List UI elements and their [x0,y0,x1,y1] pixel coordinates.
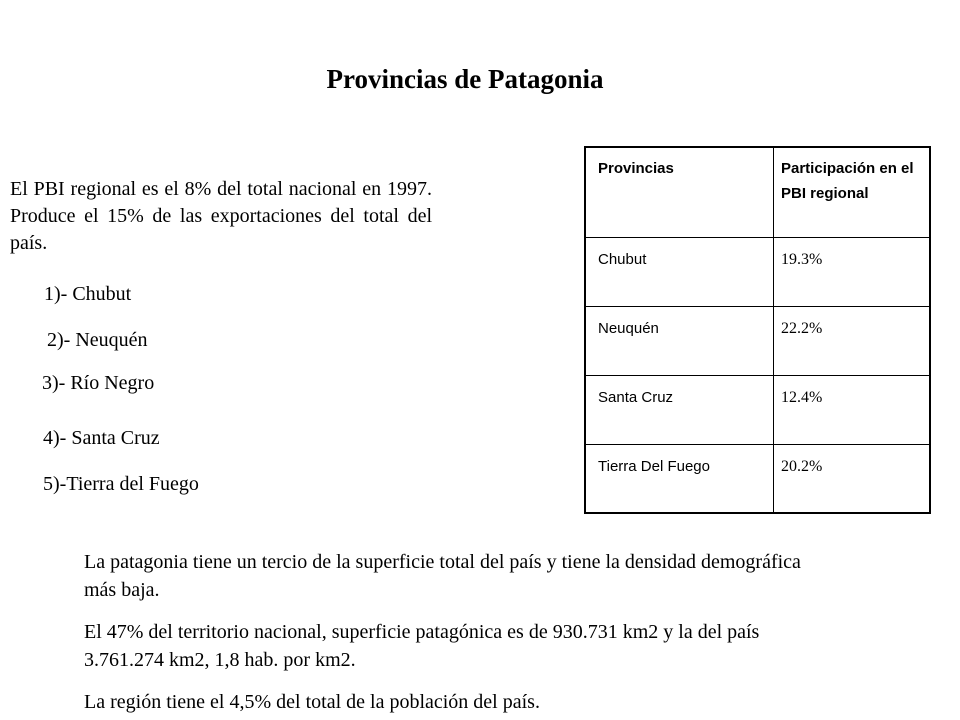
province-item-chubut: 1)- Chubut [44,283,132,305]
table-cell-value: 22.2% [774,306,931,375]
table-cell-value: 20.2% [774,444,931,513]
page-title: Provincias de Patagonia [326,64,604,94]
province-item-santa-cruz: 4)- Santa Cruz [43,427,160,449]
table-cell-province: Neuquén [585,306,774,375]
intro-paragraph: El PBI regional es el 8% del total nacional en 1997. Produce el 15% de las exportaciones del total del país. [10,178,432,254]
table-cell-province: Santa Cruz [585,375,774,444]
table-cell-value: 19.3% [774,237,931,306]
paragraph-poblacion: La región tiene el 4,5% del total de la población del país. [84,691,540,713]
table-cell-value: 12.4% [774,375,931,444]
table-row [585,444,930,513]
table-row [585,237,930,306]
table-cell-province: Chubut [585,237,774,306]
table-row [585,306,930,375]
table-cell-province: Tierra Del Fuego [585,444,774,513]
table-header-participacion: Participación en el PBI regional [774,147,931,237]
paragraph-superficie: La patagonia tiene un tercio de la superficie total del país y tiene la densidad demográfica más baja. [84,551,801,601]
table-header-row [585,147,930,237]
paragraph-territorio: El 47% del territorio nacional, superficie patagónica es de 930.731 km2 y la del país 3.761.274 km2, 1,8 hab. por km2. [84,621,760,671]
table-header-provincias: Provincias [585,147,774,237]
province-item-tierra-del-fuego: 5)-Tierra del Fuego [43,473,199,495]
table-row [585,375,930,444]
province-item-rio-negro: 3)- Río Negro [42,372,155,394]
province-item-neuquen: 2)- Neuquén [47,329,148,351]
pbi-table [584,146,931,514]
